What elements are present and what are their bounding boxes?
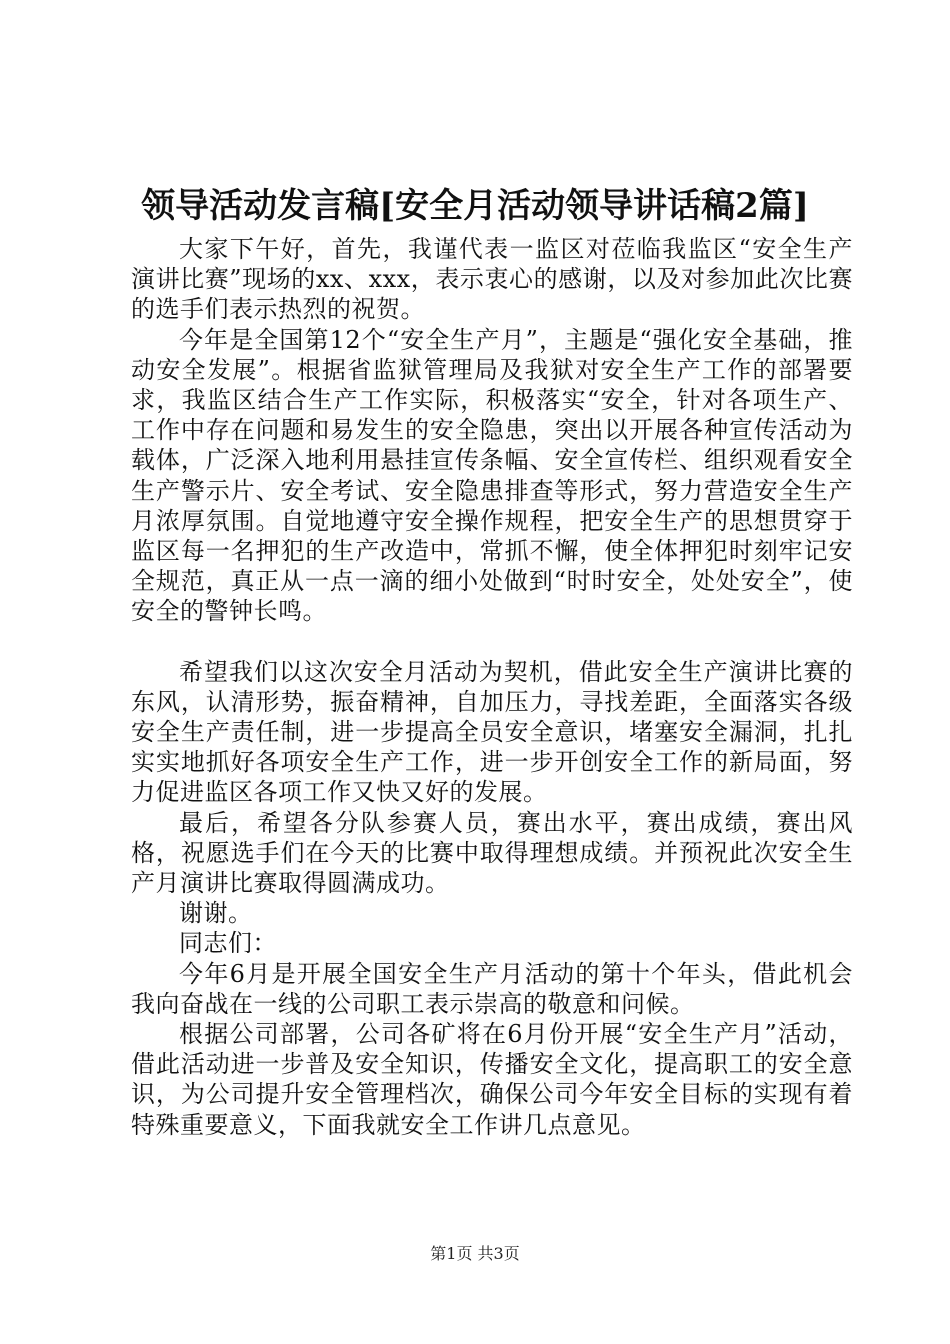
paragraph-hope: 希望我们以这次安全月活动为契机，借此安全生产演讲比赛的东风，认清形势，振奋精神，自加压力，寻找差距，全面落实各级安全生产责任制，进一步提高全员安全意识，堵塞安全漏洞，扎扎实实地抓好各项安全生产工作，进一步开创安全工作的新局面，努力促进监区各项工作又快又好的发展。 [131,657,853,807]
paragraph-thanks: 谢谢。 [179,899,253,928]
paragraph-june-intro: 今年6月是开展全国安全生产月活动的第十个年头，借此机会我向奋战在一线的公司职工表示崇高的敬意和问候。 [131,959,853,1018]
page-number-footer: 第1页 共3页 [430,1244,520,1263]
document-title: 领导活动发言稿[安全月活动领导讲话稿2篇] [141,186,809,226]
paragraph-company-deployment: 根据公司部署，公司各矿将在6月份开展“安全生产月”活动，借此活动进一步普及安全知识，传播安全文化，提高职工的安全意识，为公司提升安全管理档次，确保公司今年安全目标的实现有着特殊重要意义，下面我就安全工作讲几点意见。 [131,1020,853,1139]
paragraph-salutation: 同志们： [179,929,277,958]
paragraph-spacer [131,627,853,657]
paragraph-closing-wish: 最后，希望各分队参赛人员，赛出水平，赛出成绩，赛出风格，祝愿选手们在今天的比赛中取得理想成绩。并预祝此次安全生产月演讲比赛取得圆满成功。 [131,808,853,898]
paragraph-greeting: 大家下午好，首先，我谨代表一监区对莅临我监区“安全生产演讲比赛”现场的xx、xxx，表示衷心的感谢，以及对参加此次比赛的选手们表示热烈的祝贺。 [131,235,853,324]
document-body [131,234,853,1140]
paragraph-safety-month-theme: 今年是全国第12个“安全生产月”，主题是“强化安全基础，推动安全发展”。根据省监狱管理局及我狱对安全生产工作的部署要求，我监区结合生产工作实际，积极落实“安全，针对各项生产、工作中存在问题和易发生的安全隐患，突出以开展各种宣传活动为载体，广泛深入地利用悬挂宣传条幅、安全宣传栏、组织观看安全生产警示片、安全考试、安全隐患排查等形式，努力营造安全生产月浓厚氛围。自觉地遵守安全操作规程，把安全生产的思想贯穿于监区每一名押犯的生产改造中，常抓不懈，使全体押犯时刻牢记安全规范，真正从一点一滴的细小处做到“时时安全，处处安全”，使安全的警钟长鸣。 [131,325,853,626]
